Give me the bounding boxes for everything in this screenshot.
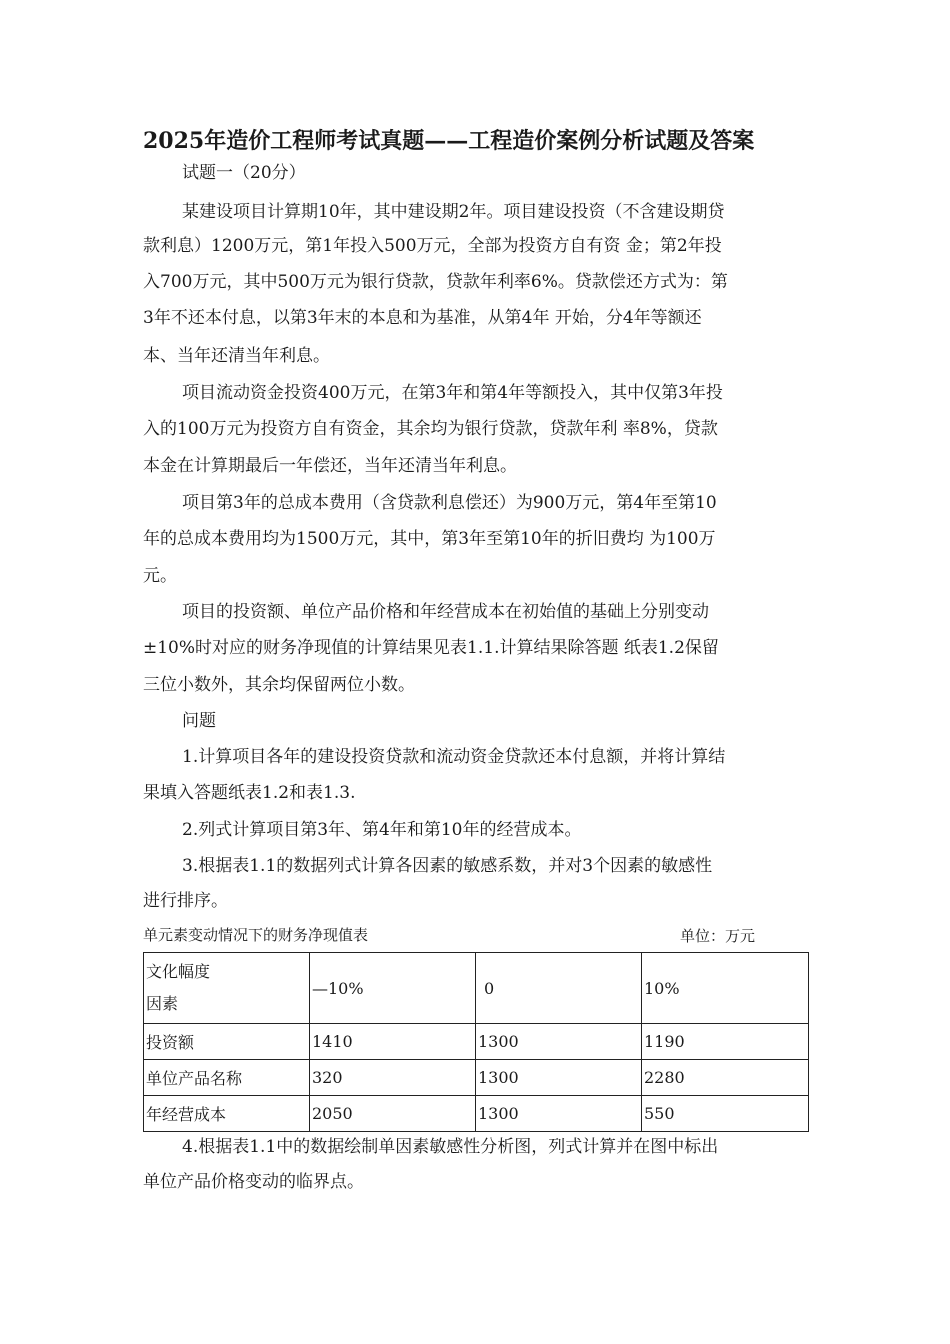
table-row bbox=[144, 1096, 809, 1132]
paragraph-line: 3.根据表1.1的数据列式计算各因素的敏感系数，并对3个因素的敏感性 bbox=[182, 856, 713, 876]
paragraph-line: 三位小数外，其余均保留两位小数。 bbox=[143, 675, 415, 695]
table-cell: 2050 bbox=[310, 1096, 476, 1132]
table-corner-cell bbox=[144, 953, 310, 1024]
questions-heading: 问题 bbox=[182, 711, 216, 731]
table-header-row bbox=[144, 953, 809, 1024]
npv-table bbox=[143, 952, 809, 1132]
paragraph-line: 本金在计算期最后一年偿还，当年还清当年利息。 bbox=[143, 456, 517, 476]
row-label: 年经营成本 bbox=[144, 1096, 310, 1132]
table-cell: 1300 bbox=[476, 1096, 642, 1132]
paragraph-line: ±10%时对应的财务净现值的计算结果见表1.1.计算结果除答题 纸表1.2保留 bbox=[143, 638, 719, 658]
table-unit: 单位：万元 bbox=[680, 927, 756, 945]
paragraph-line: 项目第3年的总成本费用（含贷款利息偿还）为900万元，第4年至第10 bbox=[182, 493, 717, 513]
column-header: 0 bbox=[476, 953, 642, 1024]
table-cell: 1410 bbox=[310, 1024, 476, 1060]
paragraph-line: 1.计算项目各年的建设投资贷款和流动资金贷款还本付息额，并将计算结 bbox=[182, 747, 726, 767]
paragraph-line: 本、当年还清当年利息。 bbox=[143, 346, 330, 366]
paragraph-line: 项目流动资金投资400万元，在第3年和第4年等额投入，其中仅第3年投 bbox=[182, 383, 723, 403]
paragraph-line: 入的100万元为投资方自有资金，其余均为银行贷款，贷款年利 率8%，贷款 bbox=[143, 419, 718, 439]
paragraph-line: 2.列式计算项目第3年、第4年和第10年的经营成本。 bbox=[182, 820, 582, 840]
column-header: 10% bbox=[642, 953, 809, 1024]
paragraph-line: 进行排序。 bbox=[143, 891, 228, 911]
table-row bbox=[144, 1060, 809, 1096]
table-row bbox=[144, 1024, 809, 1060]
paragraph-line: 项目的投资额、单位产品价格和年经营成本在初始值的基础上分别变动 bbox=[182, 602, 709, 622]
paragraph-line: 3年不还本付息，以第3年末的本息和为基准，从第4年 开始，分4年等额还 bbox=[143, 308, 702, 328]
question-header: 试题一（20分） bbox=[182, 163, 306, 183]
row-label: 单位产品名称 bbox=[144, 1060, 310, 1096]
paragraph-line: 年的总成本费用均为1500万元，其中，第3年至第10年的折旧费均 为100万 bbox=[143, 529, 716, 549]
table-cell: 2280 bbox=[642, 1060, 809, 1096]
paragraph-line: 4.根据表1.1中的数据绘制单因素敏感性分析图，列式计算并在图中标出 bbox=[182, 1137, 719, 1157]
document-title: 2025年造价工程师考试真题——工程造价案例分析试题及答案 bbox=[143, 128, 755, 154]
paragraph-line: 款利息）1200万元，第1年投入500万元，全部为投资方自有资 金；第2年投 bbox=[143, 236, 722, 256]
paragraph-line: 果填入答题纸表1.2和表1.3. bbox=[143, 783, 356, 803]
table-cell: 320 bbox=[310, 1060, 476, 1096]
paragraph-line: 单位产品价格变动的临界点。 bbox=[143, 1172, 364, 1192]
header-variation-label: 文化幅度 bbox=[146, 962, 211, 981]
paragraph-line: 入700万元，其中500万元为银行贷款，贷款年利率6%。贷款偿还方式为：第 bbox=[143, 272, 728, 292]
table-cell: 550 bbox=[642, 1096, 809, 1132]
table-cell: 1300 bbox=[476, 1024, 642, 1060]
column-header: —10% bbox=[310, 953, 476, 1024]
header-factor-label: 因素 bbox=[146, 994, 179, 1013]
table-caption: 单元素变动情况下的财务净现值表 bbox=[143, 926, 369, 944]
table-cell: 1190 bbox=[642, 1024, 809, 1060]
table-cell: 1300 bbox=[476, 1060, 642, 1096]
paragraph-line: 某建设项目计算期10年，其中建设期2年。项目建设投资（不含建设期贷 bbox=[182, 202, 725, 222]
paragraph-line: 元。 bbox=[143, 566, 177, 586]
row-label: 投资额 bbox=[144, 1024, 310, 1060]
